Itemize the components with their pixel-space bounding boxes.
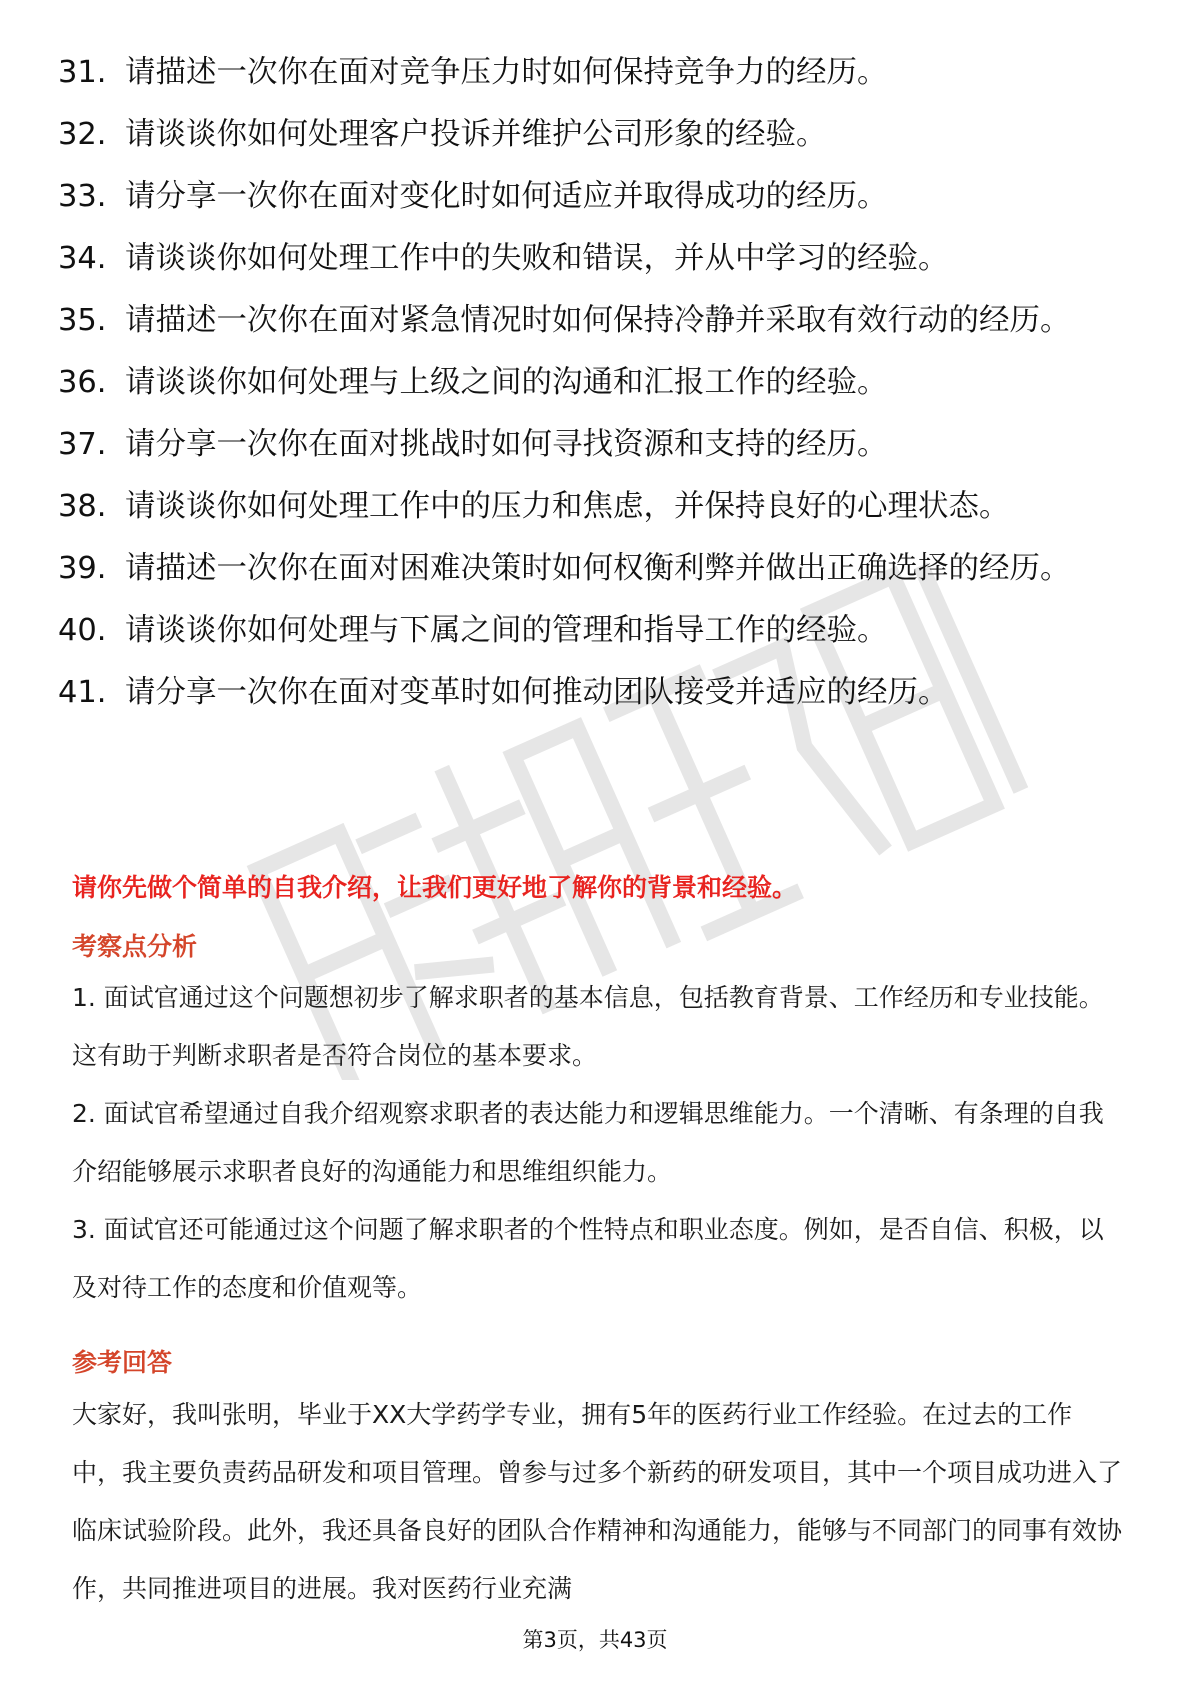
question-number: 40. [58, 613, 107, 648]
question-text: 请描述一次你在面对困难决策时如何权衡利弊并做出正确选择的经历。 [125, 551, 1071, 586]
list-item [58, 300, 1138, 341]
question-number: 36. [58, 365, 107, 400]
question-text: 请描述一次你在面对竞争压力时如何保持竞争力的经历。 [125, 55, 888, 90]
list-item [58, 672, 1138, 713]
analysis-point-3: 3. 面试官还可能通过这个问题了解求职者的个性特点和职业态度。例如，是否自信、积极，以及对待工作的态度和价值观等。 [72, 1215, 1104, 1302]
analysis-point-1: 1. 面试官通过这个问题想初步了解求职者的基本信息，包括教育背景、工作经历和专业技能。这有助于判断求职者是否符合岗位的基本要求。 [72, 983, 1104, 1070]
question-text: 请谈谈你如何处理工作中的失败和错误，并从中学习的经验。 [125, 241, 949, 276]
question-text: 请谈谈你如何处理工作中的压力和焦虑，并保持良好的心理状态。 [125, 489, 1010, 524]
question-number: 38. [58, 489, 107, 524]
question-number: 35. [58, 303, 107, 338]
question-number: 39. [58, 551, 107, 586]
list-item [58, 610, 1138, 651]
question-text: 请描述一次你在面对紧急情况时如何保持冷静并采取有效行动的经历。 [125, 303, 1071, 338]
reference-title: 参考回答 [72, 1348, 173, 1377]
question-number: 32. [58, 117, 107, 152]
list-item [58, 52, 1138, 93]
list-item [58, 238, 1138, 279]
analysis-title: 考察点分析 [72, 932, 198, 961]
analysis-point-2: 2. 面试官希望通过自我介绍观察求职者的表达能力和逻辑思维能力。一个清晰、有条理的自我介绍能够展示求职者良好的沟通能力和思维组织能力。 [72, 1099, 1104, 1186]
page-number: 第3页，共43页 [522, 1628, 668, 1652]
question-text: 请谈谈你如何处理与下属之间的管理和指导工作的经验。 [125, 613, 888, 648]
question-text: 请谈谈你如何处理与上级之间的沟通和汇报工作的经验。 [125, 365, 888, 400]
question-text: 请谈谈你如何处理客户投诉并维护公司形象的经验。 [125, 117, 827, 152]
highlight-question: 请你先做个简单的自我介绍，让我们更好地了解你的背景和经验。 [72, 873, 798, 902]
list-item [58, 424, 1138, 465]
list-item [58, 176, 1138, 217]
question-number: 41. [58, 675, 107, 710]
question-text: 请分享一次你在面对变化时如何适应并取得成功的经历。 [125, 179, 888, 214]
question-number: 33. [58, 179, 107, 214]
list-item [58, 548, 1138, 589]
question-number: 34. [58, 241, 107, 276]
question-list [58, 52, 1138, 734]
question-text: 请分享一次你在面对变革时如何推动团队接受并适应的经历。 [125, 675, 949, 710]
list-item [58, 114, 1138, 155]
question-text: 请分享一次你在面对挑战时如何寻找资源和支持的经历。 [125, 427, 888, 462]
list-item [58, 362, 1138, 403]
reference-answer-text: 大家好，我叫张明，毕业于XX大学药学专业，拥有5年的医药行业工作经验。在过去的工作中，我主要负责药品研发和项目管理。曾参与过多个新药的研发项目，其中一个项目成功进入了临床试验阶段。此外，我还具备良好的团队合作精神和沟通能力，能够与不同部门的同事有效协作，共同推进项目的进展。我对医药行业充满 [72, 1400, 1123, 1603]
question-number: 31. [58, 55, 107, 90]
list-item [58, 486, 1138, 527]
question-number: 37. [58, 427, 107, 462]
